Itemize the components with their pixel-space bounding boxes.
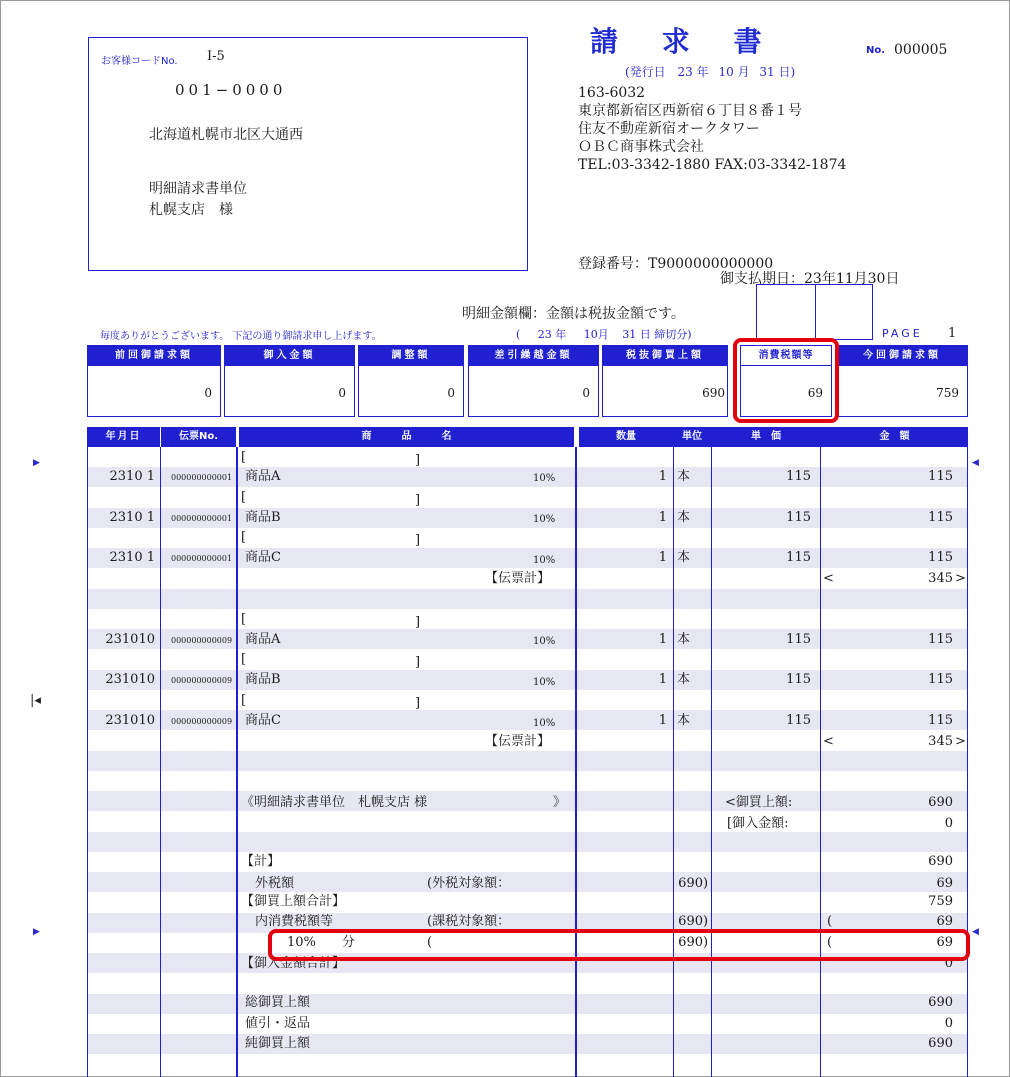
line-amount: 115 — [928, 632, 953, 647]
issuer-address2: 住友不動産新宿オークタワー — [578, 121, 760, 137]
issue-month-unit: 月 — [737, 65, 750, 79]
invoice-no: 000005 — [894, 42, 948, 58]
bracket-close: ] — [415, 615, 421, 630]
line-tax-rate: 10% — [533, 555, 556, 566]
margin-marker-icon: |◂ — [30, 693, 41, 708]
line-unit: 本 — [677, 713, 691, 728]
tax-rate-highlight-box — [268, 929, 970, 961]
issue-date-prefix: (発行日 — [625, 65, 666, 79]
purchase-total: 759 — [928, 894, 953, 909]
line-amount: 115 — [928, 713, 953, 728]
unit-summary-label-close: 》 — [553, 795, 567, 810]
tax-rate-open: ( — [427, 935, 433, 950]
slip-total-amount: 345 — [928, 734, 953, 749]
tax-rate-tax: 69 — [936, 935, 953, 950]
payment-due-date: 御支払期日：23年11月30日 — [720, 271, 900, 287]
summary-payment-value: 0 — [338, 386, 346, 400]
col-amount: 金 額 — [821, 427, 968, 447]
payment-total-label: 【御入金額合計】 — [241, 956, 346, 971]
line-tax-rate: 10% — [533, 677, 556, 688]
summary-payment-label: 御入金額 — [225, 346, 354, 366]
line-tax-rate: 10% — [533, 514, 556, 525]
summary-current-billing — [836, 345, 968, 417]
summary-tax-value: 69 — [807, 386, 823, 400]
amount-note: 明細金額欄：金額は税抜金額です。 — [462, 306, 685, 322]
summary-adjustment-value: 0 — [447, 386, 455, 400]
summary-payment — [224, 345, 355, 417]
line-date: 231010 — [105, 672, 155, 687]
gross-purchase: 690 — [928, 995, 953, 1010]
bracket-close: ] — [415, 655, 421, 670]
unit-payment-label: [御入金額: — [727, 816, 789, 831]
greeting: 毎度ありがとうございます。 下記の通り御請求申し上げます。 — [100, 331, 382, 342]
summary-previous-billing — [87, 345, 221, 417]
line-item: 商品C — [245, 713, 281, 728]
bracket-close: ] — [415, 696, 421, 711]
col-slip: 伝票No. — [161, 427, 236, 447]
line-qty: 1 — [658, 550, 667, 565]
line-date: 2310 1 — [109, 469, 155, 484]
grid-line — [673, 447, 674, 1077]
inner-tax-label: 内消費税額等 — [255, 914, 334, 929]
external-tax-label: 外税額 — [255, 876, 295, 891]
bracket-close: ] — [415, 533, 421, 548]
slip-total-close: > — [955, 734, 966, 749]
line-slip: 000000000009 — [171, 717, 233, 726]
line-item: 商品B — [245, 672, 281, 687]
issuer-tel-fax: TEL:03-3342-1880 FAX:03-3342-1874 — [578, 157, 847, 173]
bracket-open: [ — [241, 530, 247, 545]
grid-line — [160, 447, 161, 1077]
line-unit: 本 — [677, 469, 691, 484]
margin-marker-icon: ◀ — [972, 927, 979, 937]
tax-highlight-box — [733, 338, 839, 423]
total-value: 690 — [928, 854, 953, 869]
row-stripe — [87, 751, 968, 771]
slip-total-open: < — [823, 734, 834, 749]
grid-line — [87, 447, 88, 1077]
net-purchase: 690 — [928, 1036, 953, 1051]
summary-adjustment — [358, 345, 464, 417]
issuer-address1: 東京都新宿区西新宿６丁目８番１号 — [578, 103, 802, 119]
line-item: 商品B — [245, 510, 281, 525]
customer-address: 北海道札幌市北区大通西 — [149, 127, 303, 143]
line-item: 商品C — [245, 550, 281, 565]
inner-tax-open: ( — [827, 914, 833, 929]
line-slip: 000000000001 — [171, 554, 233, 563]
customer-unit: 明細請求書単位 — [149, 181, 247, 197]
slip-total-close: > — [955, 571, 966, 586]
col-unit: 単位 — [673, 427, 711, 447]
discount: 0 — [944, 1016, 953, 1031]
slip-total-label: 【伝票計】 — [485, 734, 551, 749]
line-unit: 本 — [677, 632, 691, 647]
tax-rate-label: 10% 分 — [287, 935, 355, 950]
unit-purchase: 690 — [928, 795, 953, 810]
margin-marker-icon: ◀ — [972, 458, 979, 468]
line-qty: 1 — [658, 469, 667, 484]
margin-marker-icon: ▶ — [33, 458, 40, 468]
discount-label: 値引・返品 — [245, 1016, 311, 1031]
col-qty: 数量 — [577, 427, 673, 447]
invoice-no-label: No. — [866, 45, 886, 56]
col-item: 商 品 名 — [237, 427, 574, 447]
line-unit: 本 — [677, 550, 691, 565]
line-unit: 本 — [677, 510, 691, 525]
bracket-close: ] — [415, 493, 421, 508]
closing-label: 日 締切分) — [639, 328, 692, 341]
page-label: PAGE — [882, 327, 923, 340]
bracket-open: [ — [241, 652, 247, 667]
tax-rate-taxable: 690 — [678, 935, 703, 950]
inner-taxable-label: (課税対象額： — [427, 914, 511, 929]
grid-line — [575, 447, 577, 1077]
customer-code: I-5 — [207, 49, 225, 64]
line-tax-rate: 10% — [533, 636, 556, 647]
external-taxable-close: ) — [703, 876, 709, 891]
customer-name: 札幌支店 様 — [149, 202, 233, 218]
line-qty: 1 — [658, 713, 667, 728]
unit-payment: 0 — [944, 816, 953, 831]
line-date: 2310 1 — [109, 510, 155, 525]
inner-tax: 69 — [936, 914, 953, 929]
document-title: 請 求 書 — [590, 25, 764, 58]
line-unit: 本 — [677, 672, 691, 687]
gross-purchase-label: 総御買上額 — [245, 995, 311, 1010]
line-price: 115 — [786, 672, 811, 687]
summary-previous-billing-label: 前回御請求額 — [88, 346, 220, 366]
line-price: 115 — [786, 550, 811, 565]
line-slip: 000000000009 — [171, 676, 233, 685]
line-price: 115 — [786, 510, 811, 525]
line-qty: 1 — [658, 672, 667, 687]
issue-date — [625, 63, 795, 80]
line-slip: 000000000009 — [171, 636, 233, 645]
page-number: 1 — [948, 326, 957, 341]
summary-carryover-label: 差引繰越金額 — [469, 346, 598, 366]
summary-carryover — [468, 345, 599, 417]
inner-taxable: 690 — [678, 914, 703, 929]
closing-year: 23 — [537, 328, 552, 341]
summary-current-label: 今回御請求額 — [837, 346, 967, 366]
line-item: 商品A — [245, 469, 281, 484]
line-qty: 1 — [658, 632, 667, 647]
issuer-name: ＯＢＣ商事株式会社 — [578, 139, 704, 155]
closing-period — [516, 326, 692, 342]
line-amount: 115 — [928, 510, 953, 525]
issuer-company — [578, 84, 846, 174]
line-price: 115 — [786, 713, 811, 728]
customer-postal-code: 001−0000 — [175, 81, 287, 99]
line-price: 115 — [786, 469, 811, 484]
external-taxable: 690 — [678, 876, 703, 891]
grid-line — [967, 447, 968, 1077]
unit-purchase-label: <御買上額: — [725, 795, 793, 810]
payment-total: 0 — [944, 956, 953, 971]
net-purchase-label: 純御買上額 — [245, 1036, 311, 1051]
row-stripe — [87, 589, 968, 609]
closing-day: 31 — [622, 328, 637, 341]
line-date: 2310 1 — [109, 550, 155, 565]
bracket-close: ] — [415, 453, 421, 468]
line-amount: 115 — [928, 672, 953, 687]
issue-day: 31 — [759, 65, 775, 79]
issue-day-unit: 日) — [778, 65, 796, 79]
external-tax: 69 — [936, 876, 953, 891]
issue-year: 23 — [677, 65, 693, 79]
line-date: 231010 — [105, 632, 155, 647]
unit-summary-label: 《明細請求書単位 札幌支店 様 — [241, 795, 428, 810]
closing-month: 10月 — [583, 328, 609, 341]
slip-total-label: 【伝票計】 — [485, 571, 551, 586]
bracket-open: [ — [241, 693, 247, 708]
summary-adjustment-label: 調整額 — [359, 346, 463, 366]
line-price: 115 — [786, 632, 811, 647]
total-label: 【計】 — [241, 854, 281, 869]
issue-month: 10 — [718, 65, 734, 79]
row-stripe — [87, 832, 968, 852]
slip-total-amount: 345 — [928, 571, 953, 586]
line-tax-rate: 10% — [533, 473, 556, 484]
margin-marker-icon: ▶ — [33, 927, 40, 937]
stamp-box-2 — [815, 284, 873, 340]
tax-rate-close: ) — [703, 935, 709, 950]
line-date: 231010 — [105, 713, 155, 728]
bracket-open: [ — [241, 612, 247, 627]
external-taxable-label: (外税対象額： — [427, 876, 511, 891]
line-slip: 000000000001 — [171, 514, 233, 523]
summary-carryover-value: 0 — [582, 386, 590, 400]
grid-line — [236, 447, 238, 1077]
slip-total-open: < — [823, 571, 834, 586]
line-amount: 115 — [928, 469, 953, 484]
grid-line — [711, 447, 712, 1077]
bracket-open: [ — [241, 490, 247, 505]
closing-open: ( — [516, 328, 521, 341]
detail-table — [87, 427, 968, 1077]
summary-tax-label: 消費税額等 — [741, 346, 831, 366]
line-slip: 000000000001 — [171, 473, 233, 482]
grid-line — [820, 447, 821, 1077]
summary-current-value: 759 — [936, 386, 959, 400]
summary-purchase-label: 税抜御買上額 — [603, 346, 727, 366]
customer-code-label: お客様コードNo. — [101, 56, 178, 67]
line-tax-rate: 10% — [533, 718, 556, 729]
inner-taxable-close: ) — [703, 914, 709, 929]
closing-year-unit: 年 — [555, 328, 567, 341]
summary-purchase-value: 690 — [702, 386, 725, 400]
issue-year-unit: 年 — [696, 65, 709, 79]
stamp-box-1 — [756, 284, 816, 340]
purchase-total-label: 【御買上額合計】 — [241, 894, 346, 909]
line-item: 商品A — [245, 632, 281, 647]
line-amount: 115 — [928, 550, 953, 565]
customer-address-box — [88, 37, 528, 271]
col-price: 単 価 — [711, 427, 821, 447]
col-date: 年月日 — [87, 427, 160, 447]
bracket-open: [ — [241, 450, 247, 465]
line-qty: 1 — [658, 510, 667, 525]
registration-number: 登録番号：T9000000000000 — [578, 256, 774, 272]
issuer-postal: 163-6032 — [578, 85, 646, 101]
summary-purchase-excl-tax — [602, 345, 728, 417]
tax-rate-open2: ( — [827, 935, 833, 950]
summary-previous-billing-value: 0 — [204, 386, 212, 400]
